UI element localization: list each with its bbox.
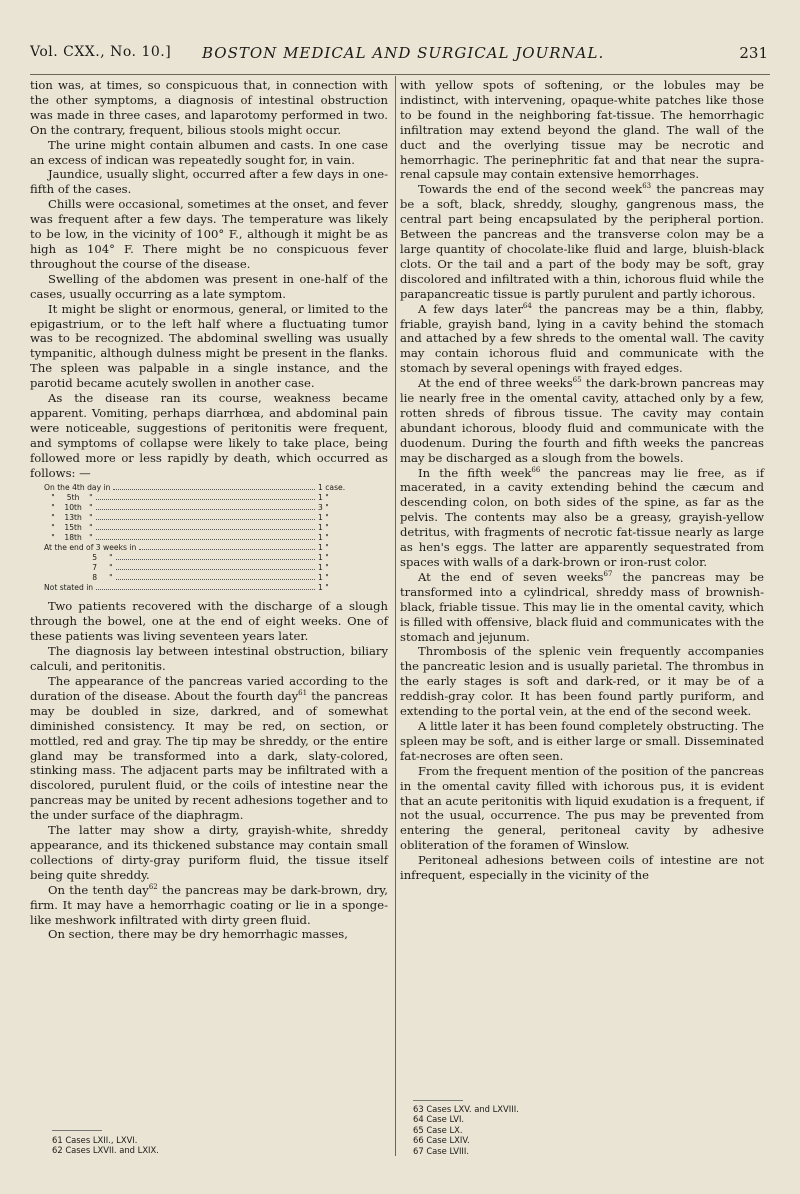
- stat-label: " 15th ": [44, 523, 93, 533]
- text-run: Towards the end of the second week: [418, 182, 643, 197]
- stat-value: 1 ": [318, 523, 329, 533]
- footnote-ref: 66: [531, 465, 541, 474]
- text-run: A few days later: [418, 301, 523, 316]
- paragraph: Two patients recovered with the discharge of a slough through the bowel, one at the end of eight weeks. One of these patients was living seventeen years later.: [30, 599, 388, 644]
- stat-row: [44, 503, 354, 513]
- stat-row: [44, 563, 354, 573]
- stat-row: [44, 483, 354, 493]
- footnote-ref: 65: [572, 376, 582, 385]
- stat-label: 7 ": [44, 563, 113, 573]
- stat-row: [44, 533, 354, 543]
- paragraph: [30, 674, 388, 823]
- stat-label: 8 ": [44, 573, 113, 583]
- paragraph: Jaundice, usually slight, occurred after a few days in one-fifth of the cases.: [30, 167, 388, 197]
- text-run: At the end of seven weeks: [418, 569, 604, 584]
- paragraph: Swelling of the abdomen was present in one-half of the cases, usually occurring as a late symptom.: [30, 271, 388, 301]
- leader-dots: [96, 493, 315, 500]
- footnote-ref: 67: [603, 570, 613, 579]
- stat-label: At the end of 3 weeks in: [44, 543, 137, 553]
- footnote: 63 Cases LXV. and LXVIII.: [413, 1104, 519, 1114]
- footnotes-left: [52, 1135, 372, 1156]
- footnote: 67 Case LVIII.: [413, 1145, 470, 1156]
- paragraph: A little later it has been found completely obstructing. The spleen may be soft, and is either large or small. Disseminated fat-necroses are often seen.: [400, 718, 764, 763]
- paragraph: Thrombosis of the splenic vein frequently accompanies the pancreatic lesion and is usually parietal. The thrombus in the early stages is soft and dark-red, or it may be of a reddish-gray color. It has been found partly puriform, and extending to the portal vein, at the end of the second week.: [400, 644, 764, 719]
- stat-row: [44, 553, 354, 563]
- leader-dots: [139, 543, 315, 550]
- header-rule: [30, 74, 770, 75]
- stat-value: 1 ": [318, 573, 329, 583]
- leader-dots: [116, 573, 315, 580]
- stat-value: 1 ": [318, 543, 329, 553]
- stat-label: " 5th ": [44, 493, 93, 503]
- stat-value: 1 ": [318, 563, 329, 573]
- stat-label: " 13th ": [44, 513, 93, 523]
- stat-value: 1 ": [318, 493, 329, 503]
- stat-value: 1 case.: [318, 483, 346, 493]
- text-run: the dark-brown pancreas may lie nearly free in the omental cavity, attached only by a few, rotten shreds of fibrous tissue. The cavity may contain abundant ichorous, bloody fluid and communicate with the duodenum. During the fourth and fifth weeks the pancreas may be discharged as a slough from the bowels.: [400, 376, 764, 465]
- stat-label: Not stated in: [44, 583, 94, 593]
- page-number: 231: [739, 44, 768, 62]
- leader-dots: [96, 523, 315, 530]
- text-run: In the fifth week: [418, 465, 532, 480]
- text-run: At the end of three weeks: [418, 376, 573, 391]
- leader-dots: [96, 513, 315, 520]
- text-run: On the tenth day: [48, 882, 149, 897]
- volume-label: Vol. CXX., No. 10.]: [30, 44, 172, 60]
- right-column: [400, 78, 764, 883]
- death-timing-table: [30, 483, 354, 593]
- text-run: the pancreas may lie free, as if macerated, in a cavity extending behind the cæcum and descending colon, on both sides of the spine, as far as the pelvis. The contents may also be a greasy, grayish-yellow detritus, with fragments of necrotic fat-tissue nearly as large as hen's eggs. The latter are apparently sequestrated from spaces with walls of a dark-brown or iron-rust color.: [400, 465, 764, 569]
- footnotes-right: [413, 1104, 743, 1156]
- stat-label: 5 ": [44, 553, 113, 563]
- paragraph: [30, 883, 388, 928]
- text-run: the pancreas may be a thin, flabby, friable, grayish band, lying in a cavity behind the stomach and attached by a few shreds to the omental wall. The cavity may contain ichorous fluid and communicate with the stomach by several openings with frayed edges.: [400, 301, 764, 376]
- paragraph: From the frequent mention of the position of the pancreas in the omental cavity filled with ichorous pus, it is evident that an acute peritonitis with liquid exudation is a frequent, if not the usual, occurrence. The pus may be prevented from entering the general, peritoneal cavity by adhesive obliteration of the foramen of Winslow.: [400, 763, 765, 853]
- paragraph: The urine might contain albumen and casts. In one case an excess of indican was repeatedly sought for, in vain.: [30, 137, 388, 167]
- leader-dots: [96, 533, 315, 540]
- stat-label: " 10th ": [44, 503, 93, 513]
- footnote-ref: 63: [642, 182, 652, 191]
- paragraph: [400, 376, 764, 465]
- footnote: 62 Cases LXVII. and LXIX.: [52, 1145, 159, 1156]
- stat-value: 1 ": [318, 513, 329, 523]
- stat-row: [44, 493, 354, 503]
- leader-dots: [116, 563, 315, 570]
- footnote: 65 Case LX.: [413, 1124, 463, 1135]
- stat-row: [44, 583, 354, 593]
- paragraph: It might be slight or enormous, general, or limited to the epigastrium, or to the left half where a fluctuating tumor was to be recognized. The abdominal swelling was usually tympanitic, although dulness might be present in the flanks. The spleen was palpable in a single instance, and the parotid became acutely swollen in another case.: [30, 301, 388, 391]
- footnote-ref: 61: [298, 689, 308, 698]
- stat-value: 1 ": [318, 553, 329, 563]
- footnote-ref: 62: [148, 882, 158, 891]
- footnote-rule: [52, 1130, 102, 1131]
- stat-value: 1 ": [318, 583, 329, 593]
- stat-row: [44, 573, 354, 583]
- paragraph: [400, 302, 764, 377]
- left-column: [30, 78, 388, 942]
- leader-dots: [116, 553, 315, 560]
- footnote: 64 Case LVI.: [413, 1114, 465, 1125]
- footnote-ref: 64: [522, 301, 532, 310]
- stat-row: [44, 543, 354, 553]
- stat-value: 1 ": [318, 533, 329, 543]
- text-run: the pancreas may be dark-brown, dry, firm. It may have a hemorrhagic coating or lie in a sponge-like meshwork infiltrated with dirty green fluid.: [30, 882, 388, 927]
- column-divider: [395, 76, 396, 1156]
- paragraph: The latter may show a dirty, grayish-white, shreddy appearance, and its thickened substance may contain small collections of dirty-gray puriform fluid, the tissue itself being quite shreddy.: [30, 823, 388, 882]
- running-header: [30, 44, 770, 74]
- text-run: the pancreas may be doubled in size, darkred, and of somewhat diminished consistency. It may be red, on section, or mottled, red and gray. The tip may be shreddy, or the entire gland may be transformed into a dark, slaty-colored, stinking mass. The adjacent parts may be infiltrated with a discolored, purulent fluid, or the coils of intestine near the pancreas may be united by recent adhesions together and to the under surface of the diaphragm.: [30, 688, 388, 823]
- stat-value: 3 ": [318, 503, 329, 513]
- paragraph: The diagnosis lay between intestinal obstruction, biliary calculi, and peritonitis.: [30, 644, 388, 674]
- leader-dots: [113, 483, 315, 490]
- paragraph: As the disease ran its course, weakness became apparent. Vomiting, perhaps diarrhœa, and abdominal pain were noticeable, suggestions of peritonitis were frequent, and symptoms of collapse were likely to take place, being followed more or less rapidly by death, which occurred as follows: —: [30, 391, 388, 480]
- paragraph: Chills were occasional, sometimes at the onset, and fever was frequent after a few days. The temperature was likely to be low, in the vicinity of 100° F., although it might be as high as 104° F. There might be no conspicuous fever throughout the course of the disease.: [30, 197, 388, 271]
- footnote: 66 Case LXIV.: [413, 1135, 470, 1146]
- leader-dots: [96, 503, 315, 510]
- paragraph: tion was, at times, so conspicuous that, in connection with the other symptoms, a diagnosis of intestinal obstruction was made in three cases, and laparotomy performed in two. On the contrary, frequent, bilious stools might occur.: [30, 78, 388, 137]
- stat-label: On the 4th day in: [44, 483, 111, 493]
- text-run: The appearance of the pancreas varied according to the duration of the disease. About the fourth day: [30, 674, 388, 703]
- paragraph: Peritoneal adhesions between coils of intestine are not infrequent, especially in the vicinity of the: [400, 853, 764, 883]
- paragraph: On section, there may be dry hemorrhagic masses,: [48, 927, 348, 942]
- paragraph: with yellow spots of softening, or the lobules may be indistinct, with intervening, opaque-white patches like those to be found in the neighboring fat-tissue. The hemorrhagic infiltration may extend beyond the gland. The wall of the duct and the overlying tissue may be necrotic and hemorrhagic. The perinephritic fat and that near the supra-renal capsule may contain extensive hemorrhages.: [400, 78, 764, 182]
- paragraph: [400, 466, 764, 570]
- footnote-rule: [413, 1100, 463, 1101]
- stat-row: [44, 513, 354, 523]
- leader-dots: [96, 583, 315, 590]
- stat-label: " 18th ": [44, 533, 93, 543]
- stat-row: [44, 523, 354, 533]
- text-run: the pancreas may be transformed into a cylindrical, shreddy mass of brownish-black, friable tissue. This may lie in the omental cavity, which is filled with offensive, black fluid and communicates with the stomach and jejunum.: [400, 569, 764, 644]
- journal-title: BOSTON MEDICAL AND SURGICAL JOURNAL.: [202, 44, 605, 62]
- footnote: 61 Cases LXII., LXVI.: [52, 1135, 138, 1145]
- paragraph: [400, 570, 764, 645]
- paragraph: [400, 182, 764, 301]
- text-run: the pancreas may be a soft, black, shreddy, sloughy, gangrenous mass, the central part being encapsulated by the peripheral portion. Between the pancreas and the transverse colon may be a large quantity of chocolate-like fluid and large, bluish-black clots. Or the tail and a part of the body may be soft, gray discolored and infiltrated with a thin, ichorous fluid while the parapancreatic tissue is partly purulent and partly ichorous.: [400, 182, 765, 301]
